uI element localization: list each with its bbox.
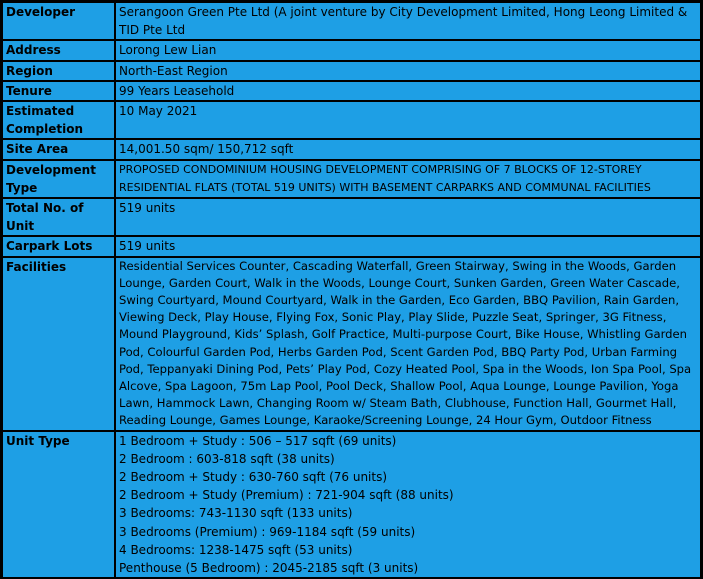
table-row [2, 139, 701, 159]
unit-type-item: 1 Bedroom + Study : 506 – 517 sqft (69 units) [119, 433, 397, 448]
unit-type-item: 3 Bedrooms (Premium) : 969-1184 sqft (59 units) [119, 524, 416, 539]
row-label: Facilities [2, 257, 115, 431]
total-units-value: 519 units [115, 198, 701, 236]
address-value: Lorong Lew Lian [115, 40, 701, 60]
table-row [2, 61, 701, 81]
table-row [2, 236, 701, 256]
table-row [2, 40, 701, 60]
table-row [2, 81, 701, 101]
row-label: Estimated Completion [2, 101, 115, 139]
table-row [2, 431, 701, 579]
region-value: North-East Region [115, 61, 701, 81]
unit-type-item: 3 Bedrooms: 743-1130 sqft (133 units) [119, 506, 353, 521]
row-label: Site Area [2, 139, 115, 159]
row-label: Total No. of Unit [2, 198, 115, 236]
table-row [2, 2, 701, 40]
unit-type-list [115, 431, 701, 579]
unit-type-item: 4 Bedrooms: 1238-1475 sqft (53 units) [119, 542, 353, 557]
unit-type-item: 2 Bedroom : 603-818 sqft (38 units) [119, 451, 335, 466]
unit-type-item: Penthouse (5 Bedroom) : 2045-2185 sqft (3 units) [119, 561, 419, 576]
row-label: Tenure [2, 81, 115, 101]
table-row [2, 257, 701, 431]
site-area-value: 14,001.50 sqm/ 150,712 sqft [115, 139, 701, 159]
development-type-value: PROPOSED CONDOMINIUM HOUSING DEVELOPMENT COMPRISING OF 7 BLOCKS OF 12-STOREY RESIDENTIAL FLATS (TOTAL 519 UNITS) WITH BASEMENT CARPARKS AND COMMUNAL FACILITIES [115, 160, 701, 198]
tenure-value: 99 Years Leasehold [115, 81, 701, 101]
table-row [2, 101, 701, 139]
property-details-table [1, 1, 702, 579]
row-label: Carpark Lots [2, 236, 115, 256]
developer-value: Serangoon Green Pte Ltd (A joint venture by City Development Limited, Hong Leong Limited & TID Pte Ltd [115, 2, 701, 40]
carpark-lots-value: 519 units [115, 236, 701, 256]
table-row [2, 198, 701, 236]
row-label: Region [2, 61, 115, 81]
row-label: Developer [2, 2, 115, 40]
completion-value: 10 May 2021 [115, 101, 701, 139]
row-label: Address [2, 40, 115, 60]
row-label: Development Type [2, 160, 115, 198]
unit-type-item: 2 Bedroom + Study : 630-760 sqft (76 units) [119, 470, 388, 485]
row-label: Unit Type [2, 431, 115, 579]
unit-type-item: 2 Bedroom + Study (Premium) : 721-904 sqft (88 units) [119, 488, 454, 503]
table-row [2, 160, 701, 198]
facilities-value: Residential Services Counter, Cascading Waterfall, Green Stairway, Swing in the Woods, Garden Lounge, Garden Court, Walk in the Woods, Lounge Court, Sunken Garden, Green Water Cascade, Swing Courtyard, Mound Courtyard, Walk in the Garden, Eco Garden, BBQ Pavilion, Rain Garden, Viewing Deck, Play House, Flying Fox, Sonic Play, Play Slide, Puzzle Seat, Springer, 3G Fitness, Mound Playground, Kids’ Splash, Golf Practice, Multi-purpose Court, Bike House, Whistling Garden Pod, Colourful Garden Pod, Herbs Garden Pod, Scent Garden Pod, BBQ Party Pod, Urban Farming Pod, Teppanyaki Dining Pod, Pets’ Play Pod, Cozy Heated Pool, Spa in the Woods, Ion Spa Pool, Spa Alcove, Spa Lagoon, 75m Lap Pool, Pool Deck, Shallow Pool, Aqua Lounge, Lounge Pavilion, Yoga Lawn, Hammock Lawn, Changing Room w/ Steam Bath, Clubhouse, Function Hall, Gourmet Hall, Reading Lounge, Games Lounge, Karaoke/Screening Lounge, 24 Hour Gym, Outdoor Fitness [115, 257, 701, 431]
